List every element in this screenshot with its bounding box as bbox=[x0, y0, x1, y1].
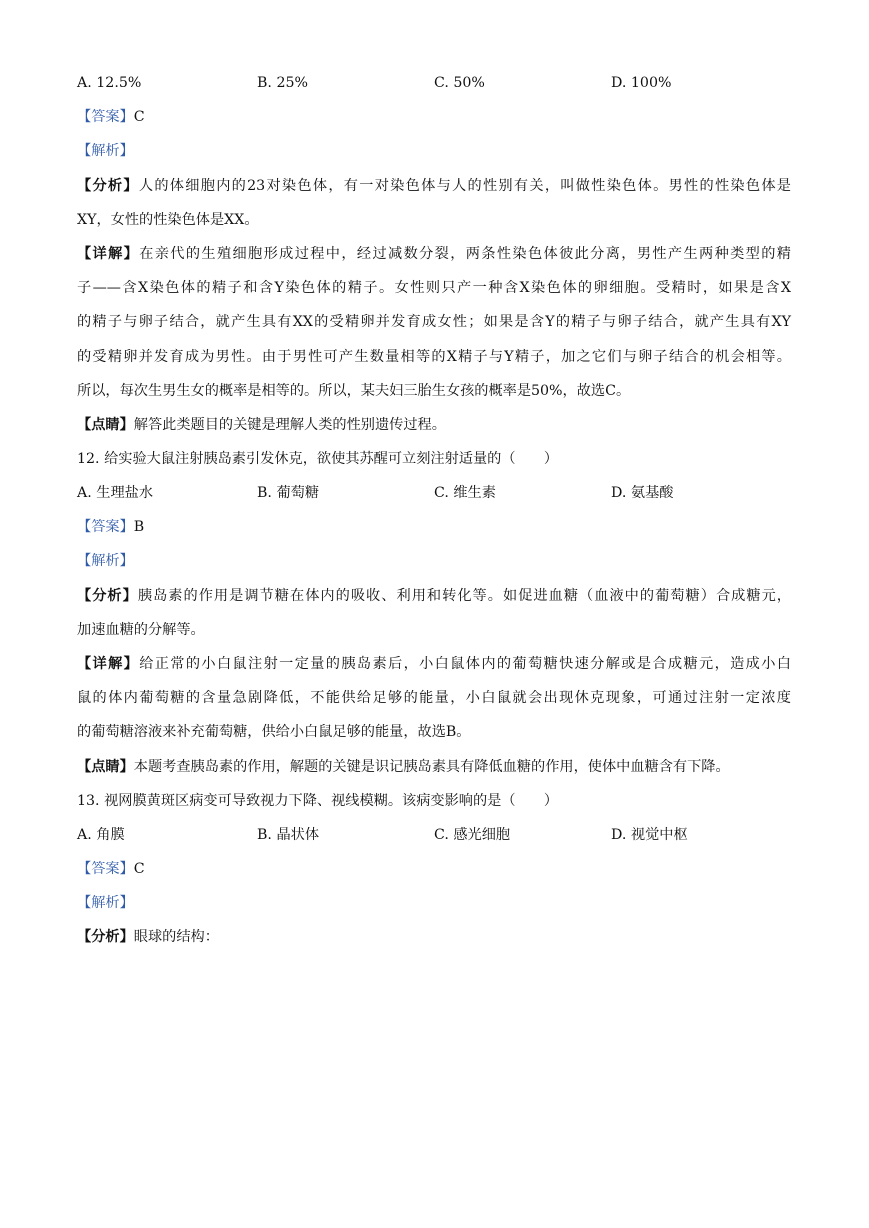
q11-dianjing: 【点睛】解答此类题目的关键是理解人类的性别遗传过程。 bbox=[77, 417, 446, 433]
q12-option-c: C. 维生素 bbox=[434, 485, 496, 501]
q12-question: 12. 给实验大鼠注射胰岛素引发休克，欲使其苏醒可立刻注射适量的（ ） bbox=[77, 451, 559, 467]
q12-xiangjie-line2: 鼠的体内葡萄糖的含量急剧降低，不能供给足够的能量，小白鼠就会出现休克现象，可通过注射一定浓度 bbox=[77, 690, 791, 706]
q13-jiexi-heading: 【解析】 bbox=[77, 895, 134, 911]
q12-option-a: A. 生理盐水 bbox=[77, 485, 154, 501]
q13-option-c: C. 感光细胞 bbox=[434, 827, 511, 843]
q11-option-b: B. 25% bbox=[257, 75, 308, 91]
q11-answer: 【答案】C bbox=[77, 109, 145, 125]
q11-option-a: A. 12.5% bbox=[77, 75, 142, 91]
q11-xiangjie-line1: 【详解】在亲代的生殖细胞形成过程中，经过减数分裂，两条性染色体彼此分离，男性产生两种类型的精 bbox=[77, 246, 791, 262]
q13-option-b: B. 晶状体 bbox=[257, 827, 320, 843]
q12-jiexi-heading: 【解析】 bbox=[77, 553, 134, 569]
q12-option-b: B. 葡萄糖 bbox=[257, 485, 320, 501]
q12-answer: 【答案】B bbox=[77, 519, 145, 535]
q12-fenxi-line1: 【分析】胰岛素的作用是调节糖在体内的吸收、利用和转化等。如促进血糖（血液中的葡萄糖）合成糖元， bbox=[77, 588, 791, 604]
q12-xiangjie-line3: 的葡萄糖溶液来补充葡萄糖，供给小白鼠足够的能量，故选B。 bbox=[77, 724, 471, 740]
q13-answer: 【答案】C bbox=[77, 861, 145, 877]
q11-xiangjie-line5: 所以，每次生男生女的概率是相等的。所以，某夫妇三胎生女孩的概率是50%，故选C。 bbox=[77, 383, 631, 399]
q13-question: 13. 视网膜黄斑区病变可导致视力下降、视线模糊。该病变影响的是（ ） bbox=[77, 793, 559, 809]
q12-xiangjie-line1: 【详解】给正常的小白鼠注射一定量的胰岛素后，小白鼠体内的葡萄糖快速分解或是合成糖元，造成小白 bbox=[77, 656, 791, 672]
q13-fenxi: 【分析】眼球的结构： bbox=[77, 929, 219, 945]
q11-option-c: C. 50% bbox=[434, 75, 485, 91]
q13-option-d: D. 视觉中枢 bbox=[611, 827, 688, 843]
q11-xiangjie-line4: 的受精卵并发育成为男性。由于男性可产生数量相等的X精子与Y精子，加之它们与卵子结合的机会相等。 bbox=[77, 349, 791, 365]
q11-fenxi-line2: XY，女性的性染色体是XX。 bbox=[77, 212, 259, 228]
q11-xiangjie-line2: 子——含X染色体的精子和含Y染色体的精子。女性则只产一种含X染色体的卵细胞。受精时，如果是含X bbox=[77, 280, 791, 296]
q11-option-d: D. 100% bbox=[611, 75, 672, 91]
q13-option-a: A. 角膜 bbox=[77, 827, 125, 843]
q12-dianjing: 【点睛】本题考查胰岛素的作用，解题的关键是识记胰岛素具有降低血糖的作用，使体中血糖含有下降。 bbox=[77, 759, 730, 775]
q12-option-d: D. 氨基酸 bbox=[611, 485, 674, 501]
q11-xiangjie-line3: 的精子与卵子结合，就产生具有XX的受精卵并发育成女性；如果是含Y的精子与卵子结合，就产生具有XY bbox=[77, 314, 791, 330]
q11-fenxi-line1: 【分析】人的体细胞内的23对染色体，有一对染色体与人的性别有关，叫做性染色体。男性的性染色体是 bbox=[77, 178, 791, 194]
q12-fenxi-line2: 加速血糖的分解等。 bbox=[77, 622, 205, 638]
q11-jiexi-heading: 【解析】 bbox=[77, 143, 134, 159]
